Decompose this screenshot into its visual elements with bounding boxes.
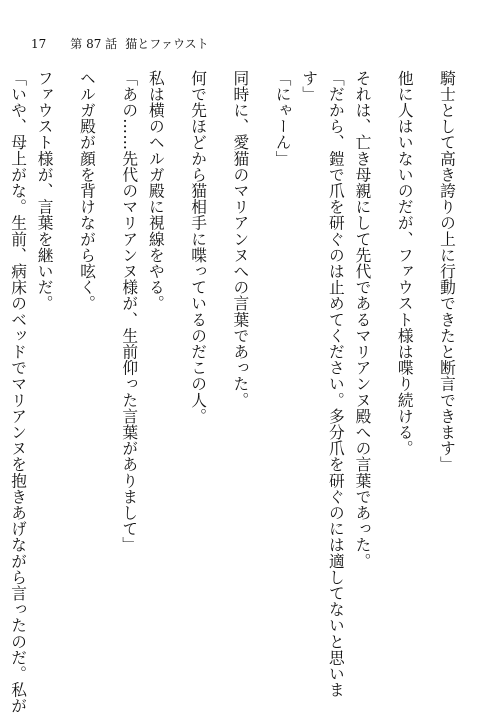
text-line: す」 bbox=[300, 70, 320, 103]
chapter-number: 第 87 話 bbox=[70, 37, 118, 51]
text-line: それは、亡き母親にして先代であるマリアンヌ殿への言葉であった。 bbox=[353, 70, 373, 570]
vertical-body-text bbox=[9, 70, 460, 714]
page-number: 17 bbox=[31, 37, 47, 51]
text-line: 「だから、鎧で爪を研ぐのは止めてください。多分爪を研ぐのには適してないと思いま bbox=[326, 70, 346, 698]
chapter-title: 猫とファウスト bbox=[125, 37, 209, 51]
text-line: ヘルガ殿が顔を背けながら呟く。 bbox=[77, 70, 97, 312]
text-line: 私は横のヘルガ殿に視線をやる。 bbox=[146, 70, 166, 312]
text-line: 何で先ほどから猫相手に喋っているのだこの人。 bbox=[189, 70, 209, 425]
text-line: 「いや、母上がな。生前、病床のベッドでマリアンヌを抱きあげながら言ったのだ。私が bbox=[9, 70, 29, 714]
text-line: 「あの……先代のマリアンヌ様が、生前仰った言葉がありまして」 bbox=[120, 70, 140, 553]
text-line: 騎士として高き誇りの上に行動できたと断言できます」 bbox=[438, 70, 457, 473]
text-line: 他に人はいないのだが、ファウスト様は喋り続ける。 bbox=[395, 70, 415, 457]
text-line: 「にゃーん」 bbox=[273, 70, 293, 167]
text-line: 同時に、愛猫のマリアンヌへの言葉であった。 bbox=[231, 70, 251, 409]
text-line: ファウスト様が、言葉を継いだ。 bbox=[35, 70, 55, 312]
running-header bbox=[31, 38, 209, 50]
